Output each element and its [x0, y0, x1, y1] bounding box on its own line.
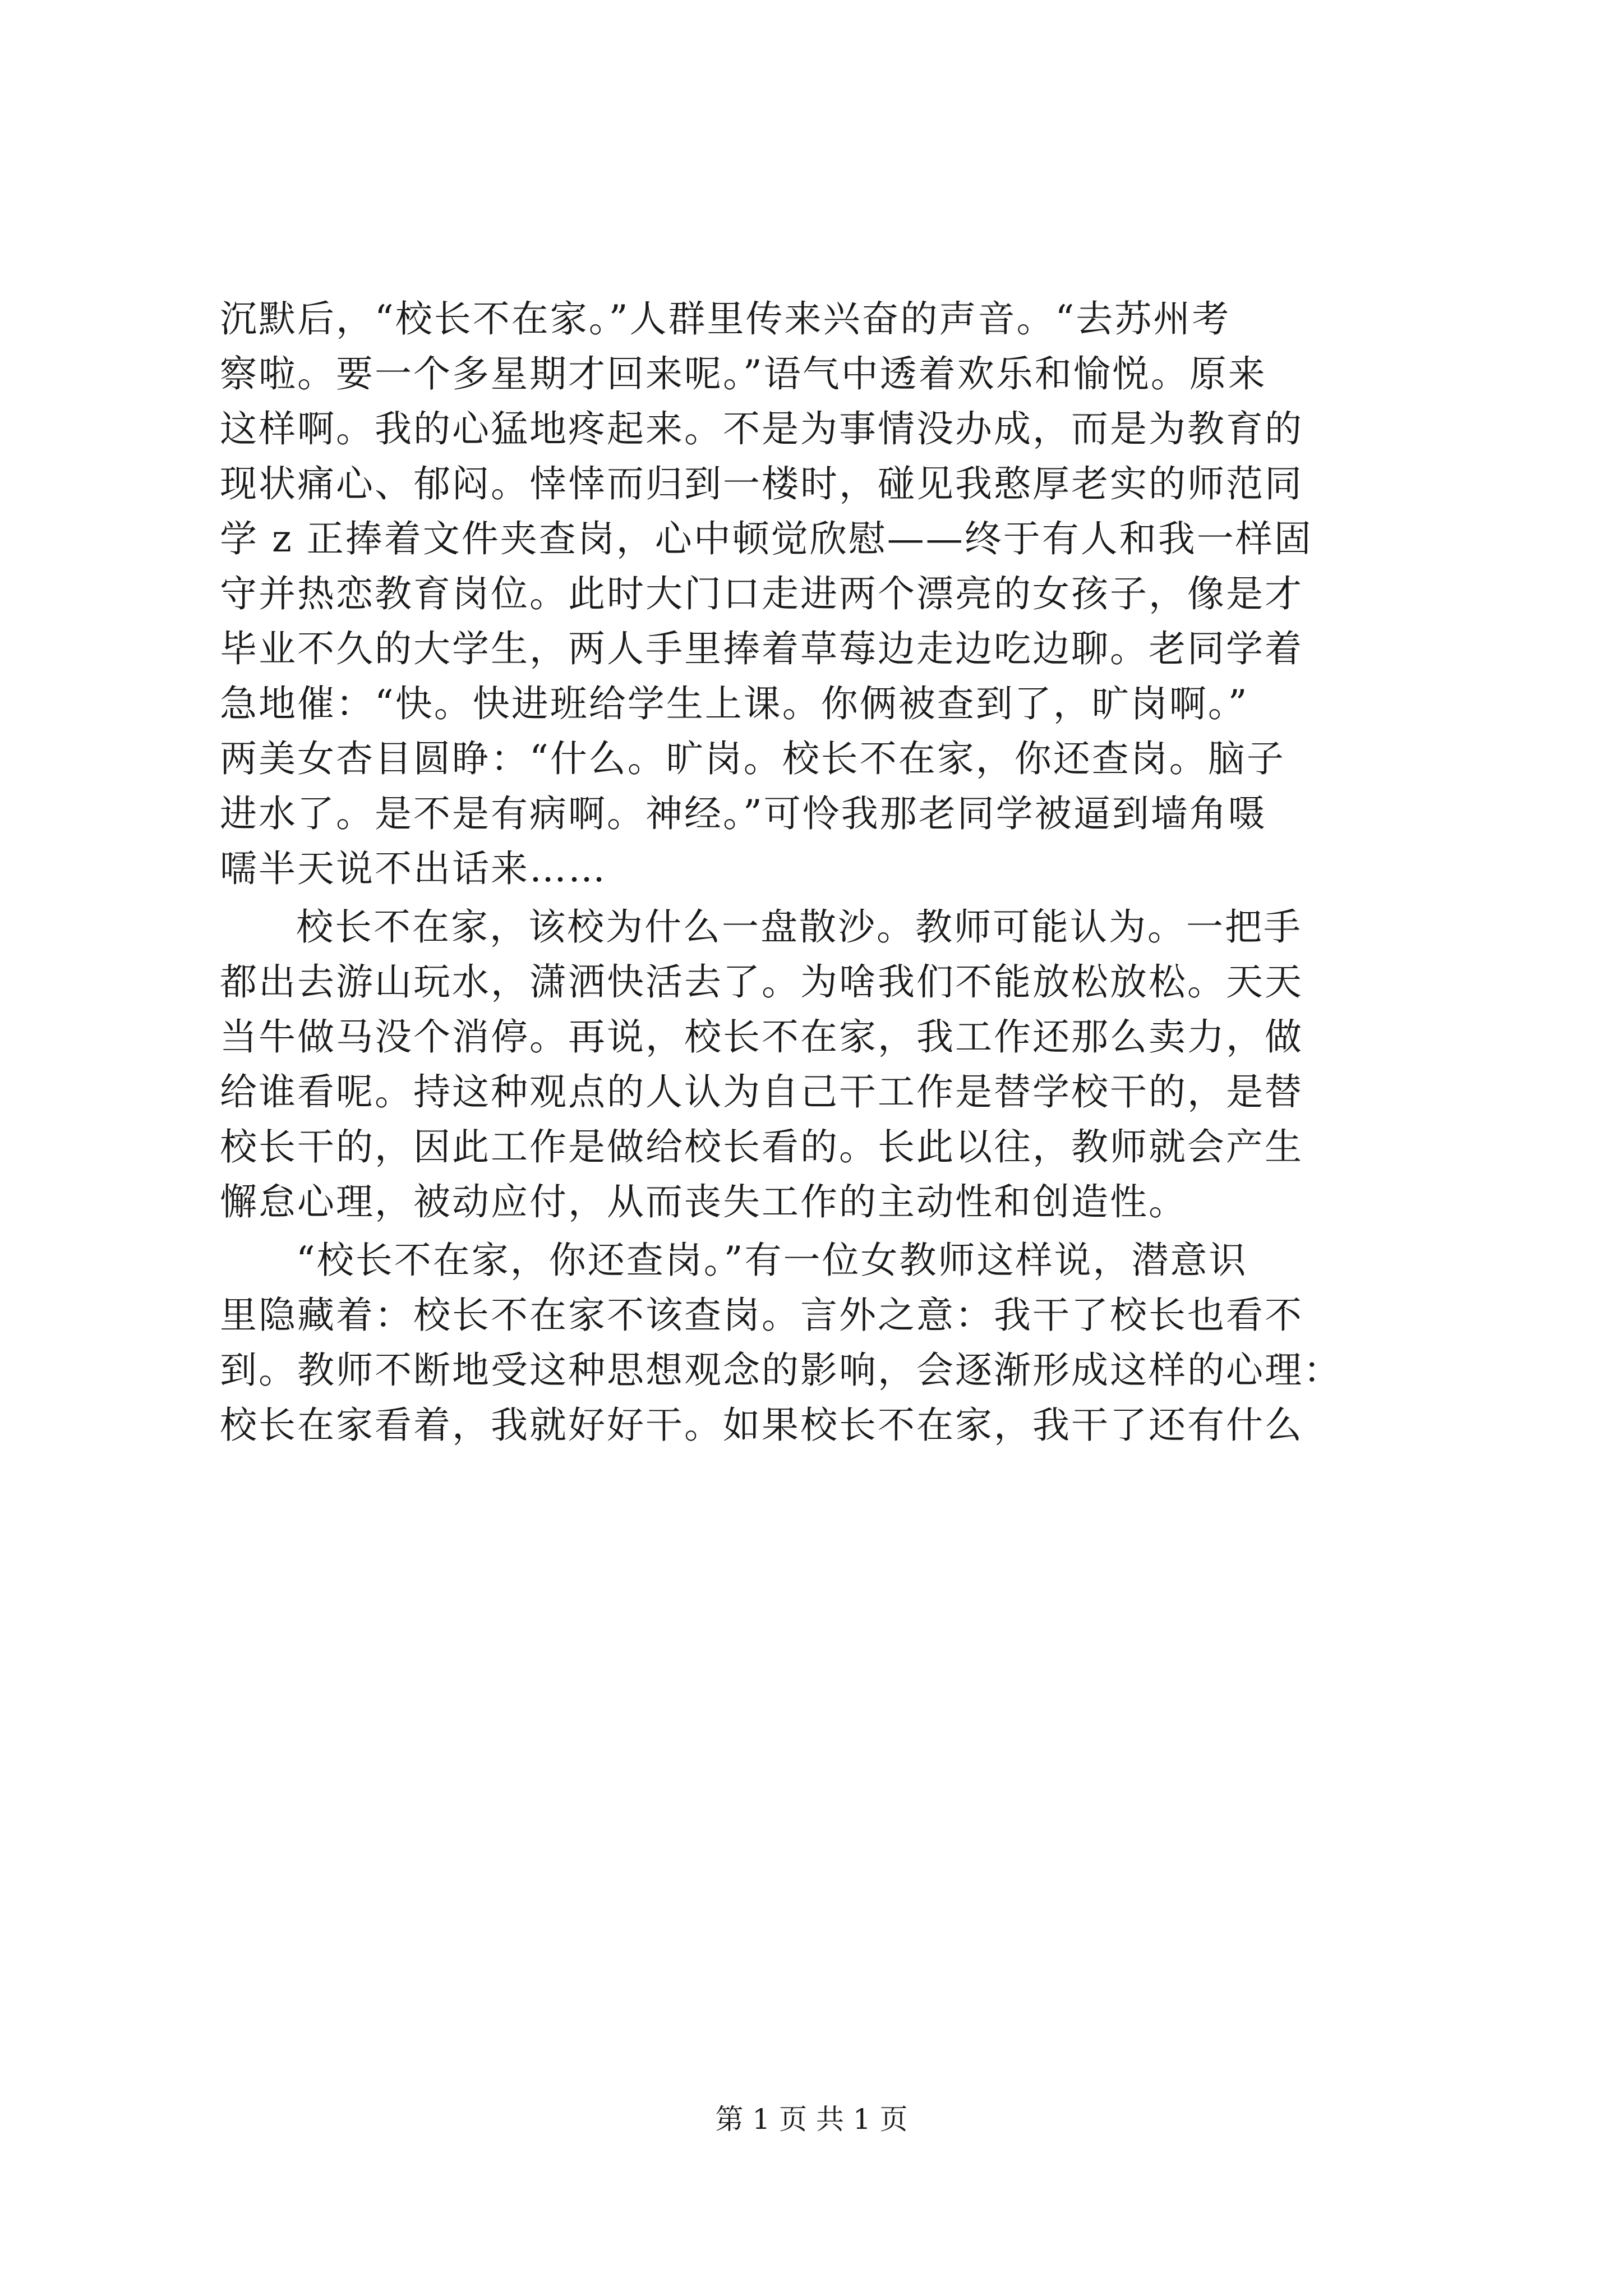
text-line: 守并热恋教育岗位。此时大门口走进两个漂亮的女孩子，像是才 — [220, 572, 1303, 615]
paragraph-1 — [220, 292, 1431, 896]
text-line: 急地催：“快。快进班给学生上课。你俩被查到了，旷岗啊。” — [220, 682, 1249, 725]
text-line: 进水了。是不是有病啊。神经。”可怜我那老同学被逼到墙角嗫 — [220, 792, 1267, 835]
text-line: 校长不在家，该校为什么一盘散沙。教师可能认为。一把手 — [296, 905, 1302, 949]
text-line: 里隐藏着：校长不在家不该查岗。言外之意：我干了校长也看不 — [220, 1294, 1303, 1337]
text-line: 嚅半天说不出话来…… — [220, 847, 607, 890]
text-line: 察啦。要一个多星期才回来呢。”语气中透着欢乐和愉悦。原来 — [220, 352, 1267, 395]
text-line: 沉默后，“校长不在家。”人群里传来兴奋的声音。“去苏州考 — [220, 297, 1231, 341]
text-line: 校长干的，因此工作是做给校长看的。长此以往，教师就会产生 — [220, 1125, 1303, 1168]
text-line: 现状痛心、郁闷。悻悻而归到一楼时，碰见我憨厚老实的师范同 — [220, 462, 1303, 505]
text-line: 这样啊。我的心猛地疼起来。不是为事情没办成，而是为教育的 — [220, 407, 1303, 450]
text-line: 当牛做马没个消停。再说，校长不在家，我工作还那么卖力，做 — [220, 1015, 1303, 1059]
text-line: 都出去游山玩水，潇洒快活去了。为啥我们不能放松放松。天天 — [220, 960, 1303, 1004]
document-body — [220, 292, 1431, 1453]
paragraph-3 — [220, 1233, 1431, 1453]
text-line: 毕业不久的大学生，两人手里捧着草莓边走边吃边聊。老同学着 — [220, 627, 1303, 670]
paragraph-2 — [220, 900, 1431, 1230]
text-line: 学 z 正捧着文件夹查岗，心中顿觉欣慰——终于有人和我一样固 — [220, 517, 1313, 560]
text-line: 给谁看呢。持这种观点的人认为自己干工作是替学校干的，是替 — [220, 1070, 1303, 1114]
text-line: 两美女杏目圆睁：“什么。旷岗。校长不在家，你还查岗。脑子 — [220, 737, 1285, 780]
text-line: 到。教师不断地受这种思想观念的影响，会逐渐形成这样的心理： — [220, 1349, 1342, 1392]
text-line: “校长不在家，你还查岗。”有一位女教师这样说，潜意识 — [296, 1239, 1248, 1282]
text-line: 校长在家看着，我就好好干。如果校长不在家，我干了还有什么 — [220, 1404, 1303, 1447]
text-line: 懈怠心理，被动应付，从而丧失工作的主动性和创造性。 — [220, 1180, 1187, 1223]
page-number-footer: 第 1 页 共 1 页 — [715, 2103, 908, 2136]
